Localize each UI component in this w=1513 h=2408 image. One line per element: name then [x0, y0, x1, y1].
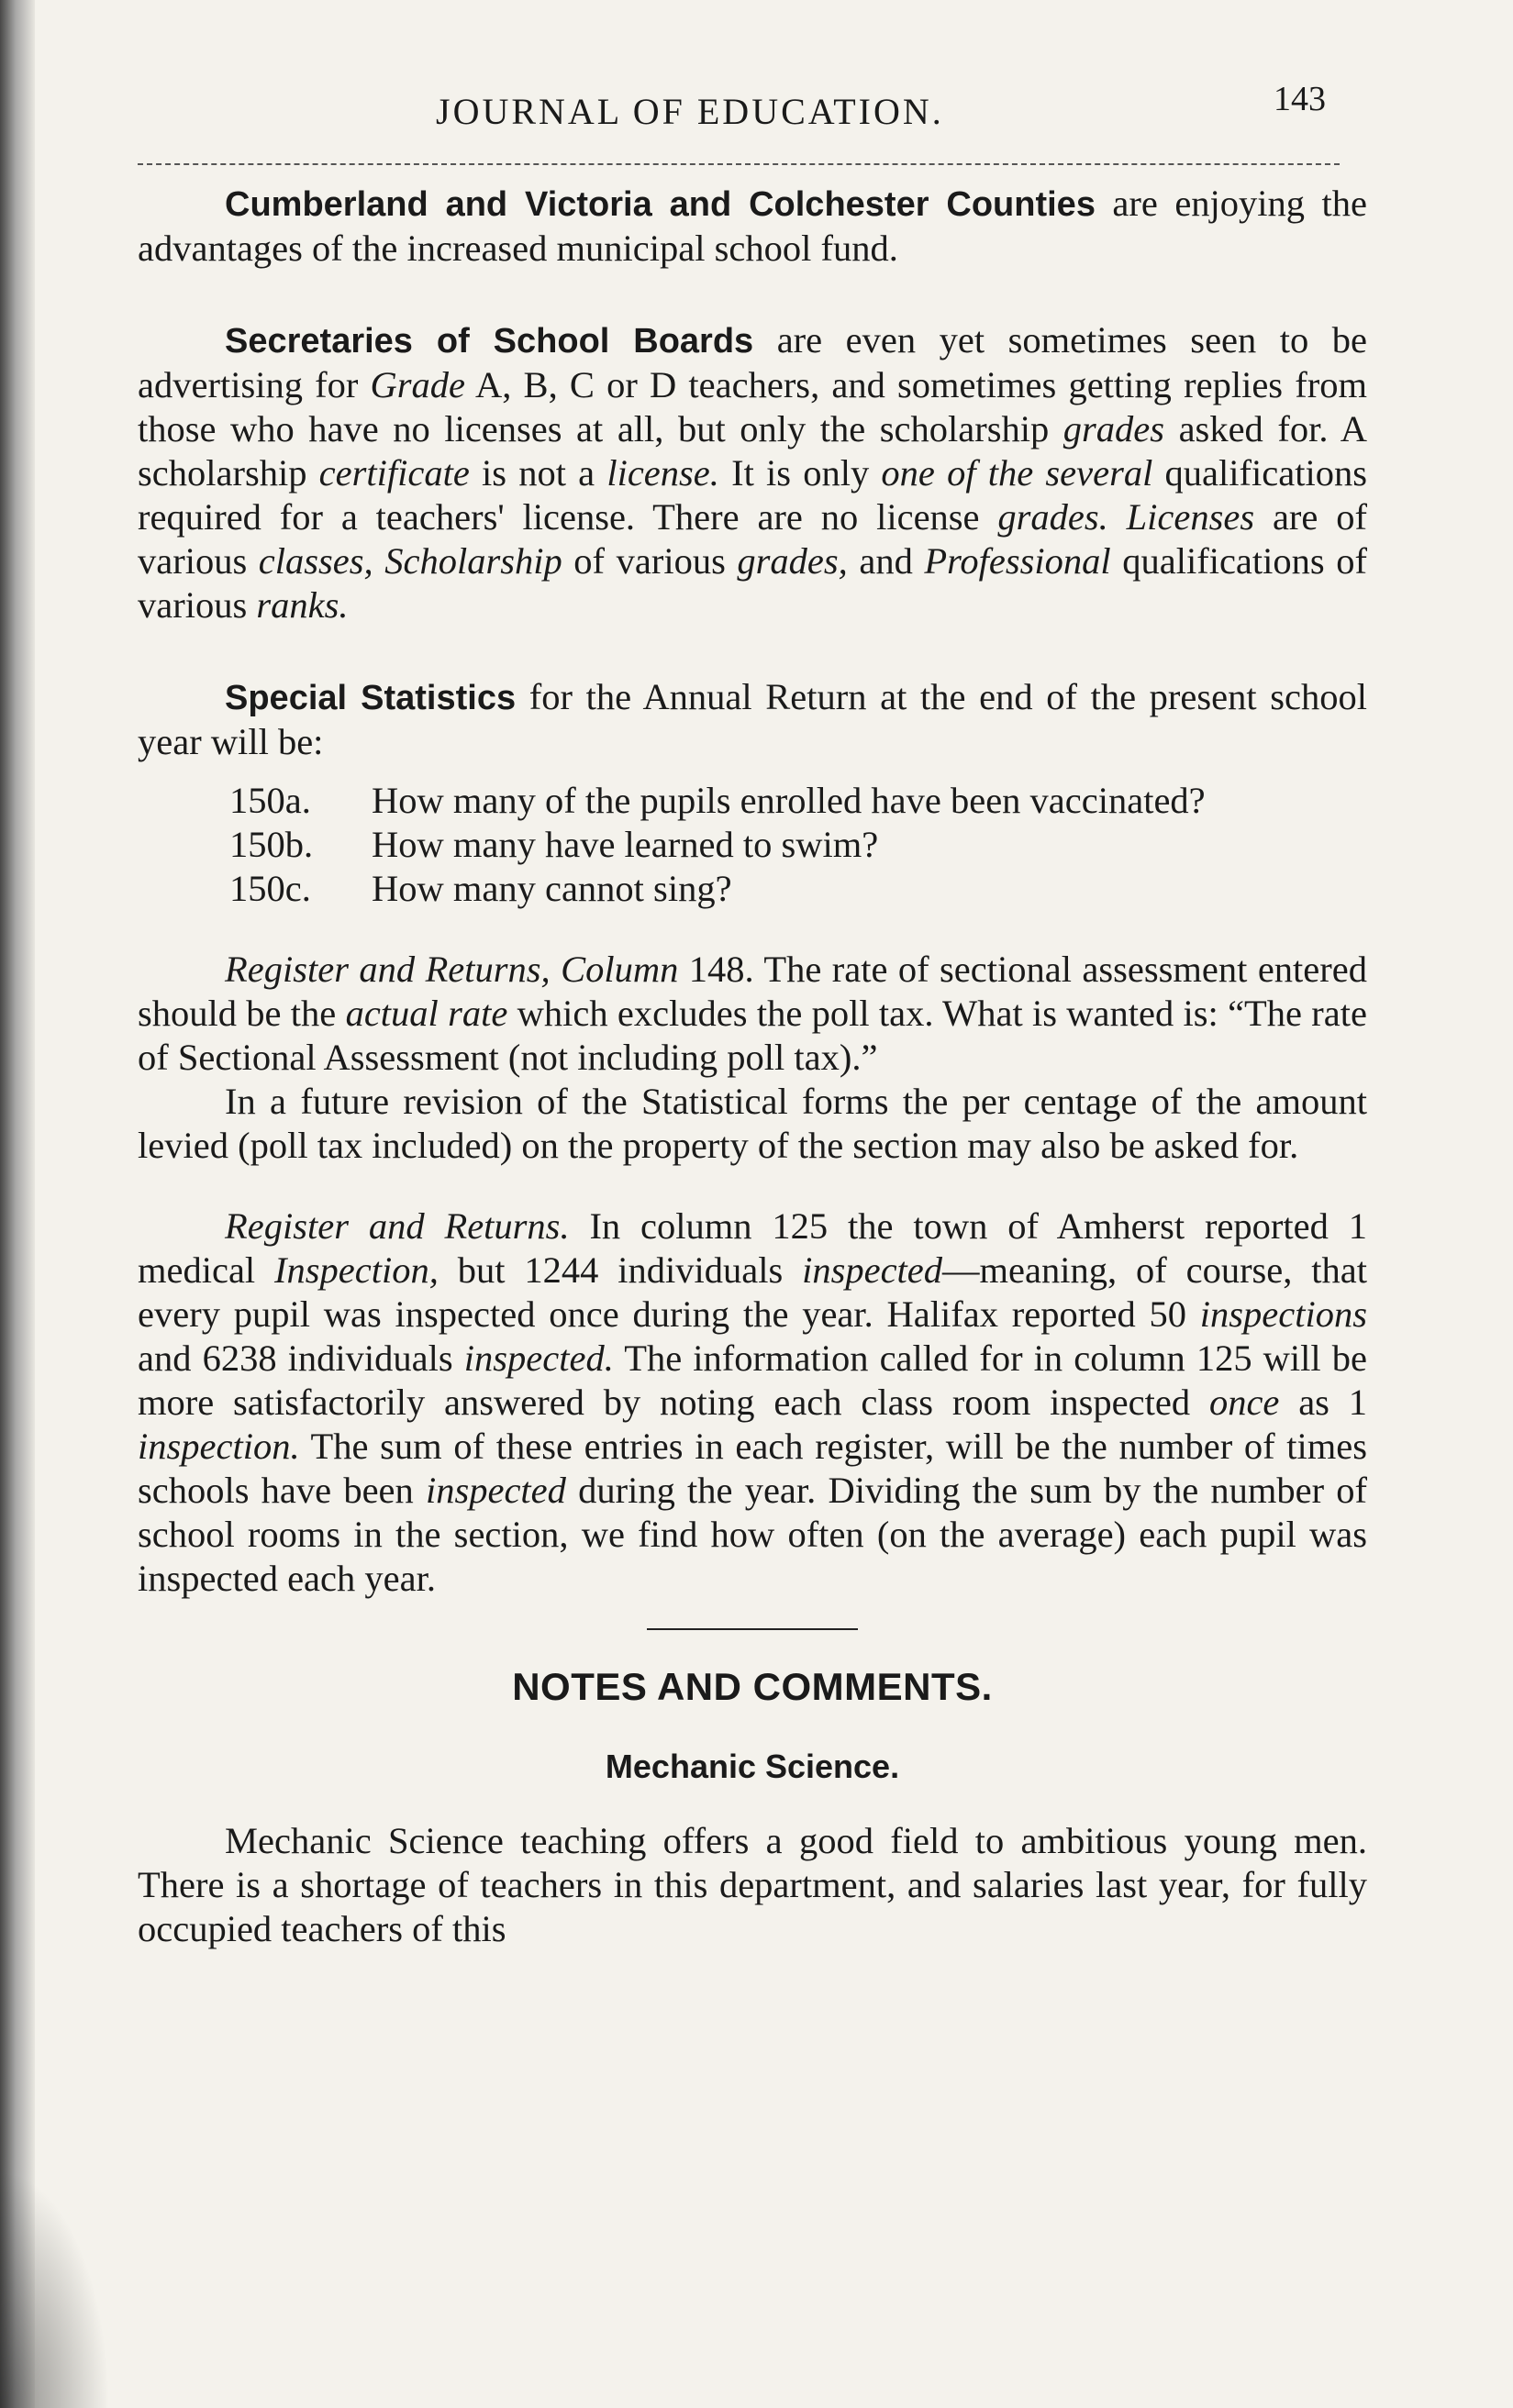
- item-question: How many cannot sing?: [372, 868, 732, 909]
- text-run: —meaning, of course, that every pupil was inspected once during the year. Halifax reported 50: [138, 1249, 1368, 1335]
- italic-run: grades,: [737, 540, 848, 582]
- text-run: but 1244 individuals: [438, 1249, 803, 1291]
- paragraph-counties: [138, 182, 1367, 271]
- italic-run: grades: [1062, 408, 1165, 449]
- italic-run: license.: [606, 452, 719, 494]
- paragraph-lead: Secretaries of School Boards: [225, 322, 754, 361]
- item-question: How many of the pupils enrolled have been vaccinated?: [372, 780, 1206, 821]
- list-item: [138, 823, 1367, 867]
- item-question: How many have learned to swim?: [372, 824, 879, 865]
- italic-run: inspection.: [138, 1426, 300, 1467]
- text-run: is not a: [469, 452, 607, 494]
- italic-run: grades. Licenses: [997, 496, 1255, 538]
- text-run: are even yet sometimes seen to be advertising for: [138, 319, 1367, 405]
- paragraph-mechanic-science: [138, 1819, 1367, 1951]
- paragraph-body: for the Annual Return at the end of the present school year will be:: [138, 676, 1367, 762]
- header-rule: [138, 163, 1340, 165]
- paragraph-lead: Cumberland and Victoria and Colchester Counties: [225, 185, 1096, 224]
- text-run: of various: [562, 540, 738, 582]
- text-run: qualifications required for a teachers' license. There are no license: [138, 452, 1367, 538]
- paragraph-text: Mechanic Science teaching offers a good field to ambitious young men. There is a shortage of teachers in this department, and salaries last year, for fully occupied teachers of this: [138, 1820, 1367, 1949]
- subheading-mechanic-science: Mechanic Science.: [605, 1748, 900, 1785]
- italic-run: certificate: [318, 452, 470, 494]
- item-number: 150c.: [229, 868, 311, 909]
- paragraph-text: [138, 1204, 1367, 1601]
- paragraph-text: [138, 675, 1367, 764]
- statistics-list: [138, 779, 1367, 911]
- italic-run: inspections: [1199, 1293, 1367, 1335]
- text-run: and: [847, 540, 925, 582]
- paragraph-lead: Special Statistics: [225, 679, 517, 717]
- journal-title: JOURNAL OF EDUCATION.: [436, 91, 944, 132]
- item-number: 150a.: [229, 780, 311, 821]
- running-head: [138, 64, 1367, 147]
- text-run: In column 125 the town of Amherst reported 1 medical: [138, 1205, 1367, 1291]
- italic-run: Professional: [924, 540, 1111, 582]
- italic-run: Register and Returns, Column: [225, 949, 679, 990]
- paragraph-body: are enjoying the advantages of the increased municipal school fund.: [138, 183, 1367, 269]
- list-item: [138, 779, 1367, 823]
- text-run: during the year. Dividing the sum by the number of school rooms in the section, we find how often (on the average) each pupil was inspected each year.: [138, 1470, 1367, 1599]
- italic-run: inspected: [802, 1249, 943, 1291]
- italic-run: inspected.: [463, 1337, 614, 1379]
- italic-run: Grade: [370, 364, 466, 405]
- text-run: 148. The rate of sectional assessment entered should be the: [138, 949, 1367, 1034]
- italic-run: actual rate: [345, 993, 508, 1034]
- paragraph-future-revision: In a future revision of the Statistical forms the per centage of the amount levied (poll tax included) on the property of the section may also be asked for.: [138, 1081, 1367, 1166]
- paragraph-text: [138, 948, 1367, 1080]
- journal-page: [138, 64, 1367, 2385]
- paragraph-text: [138, 318, 1367, 627]
- paragraph-column-148: [138, 948, 1367, 1168]
- text-run: are of various: [138, 496, 1367, 582]
- italic-run: once: [1208, 1382, 1280, 1423]
- italic-run: inspected: [425, 1470, 566, 1511]
- item-number: 150b.: [229, 824, 314, 865]
- text-run: qualifications of various: [138, 540, 1367, 626]
- paragraph-column-125: [138, 1204, 1367, 1601]
- italic-run: Register and Returns.: [225, 1205, 570, 1247]
- scan-binding-edge: [0, 0, 35, 2408]
- italic-run: Inspection,: [274, 1249, 439, 1291]
- text-run: The sum of these entries in each register, will be the number of times schools have been: [138, 1426, 1367, 1511]
- page-number: 143: [1274, 80, 1326, 118]
- italic-run: one of the several: [881, 452, 1153, 494]
- section-heading-notes: NOTES AND COMMENTS.: [512, 1665, 993, 1708]
- text-run: as 1: [1279, 1382, 1367, 1423]
- text-run: asked for. A scholarship: [138, 408, 1367, 494]
- scan-corner-shadow: [0, 2169, 110, 2408]
- list-item: [138, 867, 1367, 911]
- paragraph-secretaries: [138, 318, 1367, 627]
- text-run: A, B, C or D teachers, and sometimes getting replies from those who have no licenses at all, but only the scholarship: [138, 364, 1367, 449]
- paragraph-text: [138, 182, 1367, 271]
- text-run: It is only: [718, 452, 882, 494]
- section-divider: [647, 1628, 858, 1630]
- italic-run: classes, Scholarship: [258, 540, 562, 582]
- paragraph-special-statistics: [138, 675, 1367, 911]
- text-run: The information called for in column 125 will be more satisfactorily answered by noting each class room inspected: [138, 1337, 1367, 1423]
- text-run: which excludes the poll tax. What is wanted is: “The rate of Sectional Assessment (not including poll tax).”: [138, 993, 1367, 1078]
- text-run: and 6238 individuals: [138, 1337, 464, 1379]
- italic-run: ranks.: [256, 584, 349, 626]
